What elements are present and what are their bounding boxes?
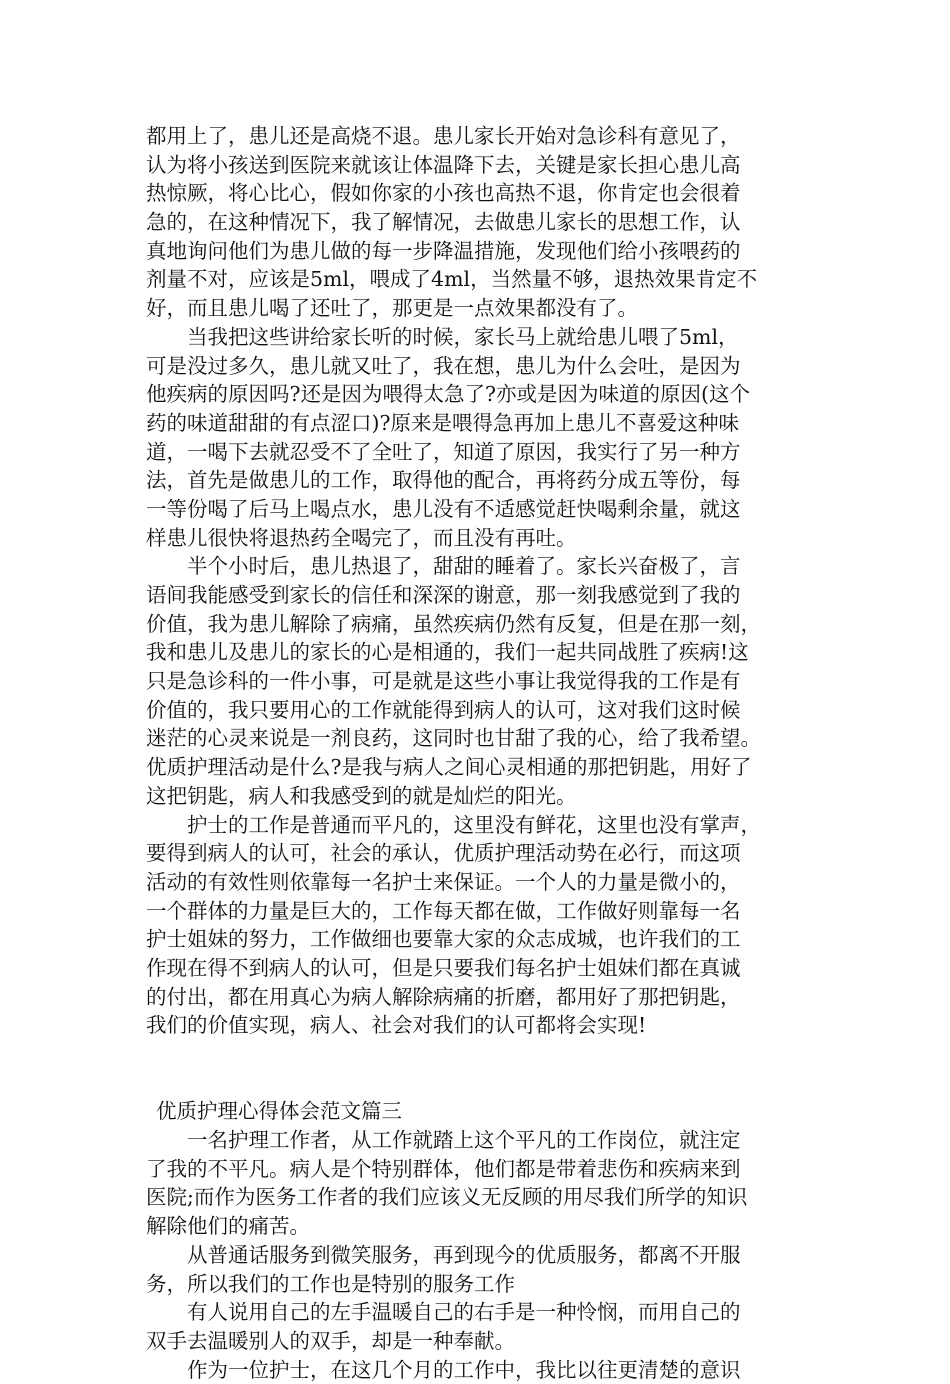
text-line: 医院;而作为医务工作者的我们应该义无反顾的用尽我们所学的知识 xyxy=(146,1185,748,1210)
text-line: 价值，我为患儿解除了病痛，虽然疾病仍然有反复，但是在那一刻， xyxy=(146,611,761,636)
text-line: 半个小时后，患儿热退了，甜甜的睡着了。家长兴奋极了，言 xyxy=(146,554,741,579)
text-line: 双手去温暖别人的双手，却是一种奉献。 xyxy=(146,1328,515,1353)
text-line: 优质护理活动是什么?是我与病人之间心灵相通的那把钥匙，用好了 xyxy=(146,755,752,780)
text-line: 一个群体的力量是巨大的，工作每天都在做，工作做好则靠每一名 xyxy=(146,898,741,923)
text-line: 可是没过多久，患儿就又吐了，我在想，患儿为什么会吐，是因为 xyxy=(146,353,741,378)
text-line: 价值的，我只要用心的工作就能得到病人的认可，这对我们这时候 xyxy=(146,697,741,722)
text-line: 剂量不对，应该是5ml，喂成了4ml，当然量不够，退热效果肯定不 xyxy=(146,267,758,292)
text-line: 急的，在这种情况下，我了解情况，去做患儿家长的思想工作，认 xyxy=(146,210,741,235)
text-line: 有人说用自己的左手温暖自己的右手是一种怜悯，而用自己的 xyxy=(146,1300,741,1325)
text-line: 真地询问他们为患儿做的每一步降温措施，发现他们给小孩喂药的 xyxy=(146,238,741,263)
section-heading: 优质护理心得体会范文篇三 xyxy=(156,1099,402,1124)
text-line: 认为将小孩送到医院来就该让体温降下去，关键是家长担心患儿高 xyxy=(146,152,741,177)
text-line: 活动的有效性则依靠每一名护士来保证。一个人的力量是微小的， xyxy=(146,869,741,894)
text-line: 护士的工作是普通而平凡的，这里没有鲜花，这里也没有掌声， xyxy=(146,812,761,837)
text-line: 这把钥匙，病人和我感受到的就是灿烂的阳光。 xyxy=(146,783,577,808)
text-line: 一等份喝了后马上喝点水，患儿没有不适感觉赶快喝剩余量，就这 xyxy=(146,496,741,521)
text-line: 从普通话服务到微笑服务，再到现今的优质服务，都离不开服 xyxy=(146,1242,741,1267)
text-line: 热惊厥，将心比心，假如你家的小孩也高热不退，你肯定也会很着 xyxy=(146,181,741,206)
text-line: 他疾病的原因吗?还是因为喂得太急了?亦或是因为味道的原因(这个 xyxy=(146,382,750,407)
text-line: 作现在得不到病人的认可，但是只要我们每名护士姐妹们都在真诚 xyxy=(146,955,741,980)
text-line: 护士姐妹的努力，工作做细也要靠大家的众志成城，也许我们的工 xyxy=(146,927,741,952)
text-line: 作为一位护士，在这几个月的工作中，我比以往更清楚的意识 xyxy=(146,1357,741,1382)
text-line: 要得到病人的认可，社会的承认，优质护理活动势在必行，而这项 xyxy=(146,841,741,866)
text-line: 的付出，都在用真心为病人解除病痛的折磨，都用好了那把钥匙， xyxy=(146,984,741,1009)
section-1 xyxy=(146,122,808,1040)
text-line: 解除他们的痛苦。 xyxy=(146,1214,310,1239)
text-line: 我和患儿及患儿的家长的心是相通的，我们一起共同战胜了疾病!这 xyxy=(146,640,749,665)
document-page xyxy=(146,122,808,1384)
text-line: 当我把这些讲给家长听的时候，家长马上就给患儿喂了5ml， xyxy=(146,324,739,349)
text-line: 道，一喝下去就忍受不了全吐了，知道了原因，我实行了另一种方 xyxy=(146,439,741,464)
text-line: 语间我能感受到家长的信任和深深的谢意，那一刻我感觉到了我的 xyxy=(146,583,741,607)
text-line: 我们的价值实现，病人、社会对我们的认可都将会实现! xyxy=(146,1013,647,1038)
text-line: 都用上了，患儿还是高烧不退。患儿家长开始对急诊科有意见了， xyxy=(146,124,741,148)
section-2 xyxy=(146,1097,808,1384)
text-line: 了我的不平凡。病人是个特别群体，他们都是带着悲伤和疾病来到 xyxy=(146,1156,741,1181)
text-line: 好，而且患儿喝了还吐了，那更是一点效果都没有了。 xyxy=(146,296,638,321)
text-line: 样患儿很快将退热药全喝完了，而且没有再吐。 xyxy=(146,525,577,550)
text-line: 务，所以我们的工作也是特别的服务工作 xyxy=(146,1271,515,1296)
text-line: 迷茫的心灵来说是一剂良药，这同时也甘甜了我的心，给了我希望。 xyxy=(146,726,761,751)
text-line: 一名护理工作者，从工作就踏上这个平凡的工作岗位，就注定 xyxy=(146,1128,741,1153)
section-gap xyxy=(146,1040,808,1097)
text-line: 药的味道甜甜的有点涩口)?原来是喂得急再加上患儿不喜爱这种味 xyxy=(146,410,739,435)
text-line: 法，首先是做患儿的工作，取得他的配合，再将药分成五等份，每 xyxy=(146,468,741,493)
text-line: 只是急诊科的一件小事，可是就是这些小事让我觉得我的工作是有 xyxy=(146,669,741,694)
